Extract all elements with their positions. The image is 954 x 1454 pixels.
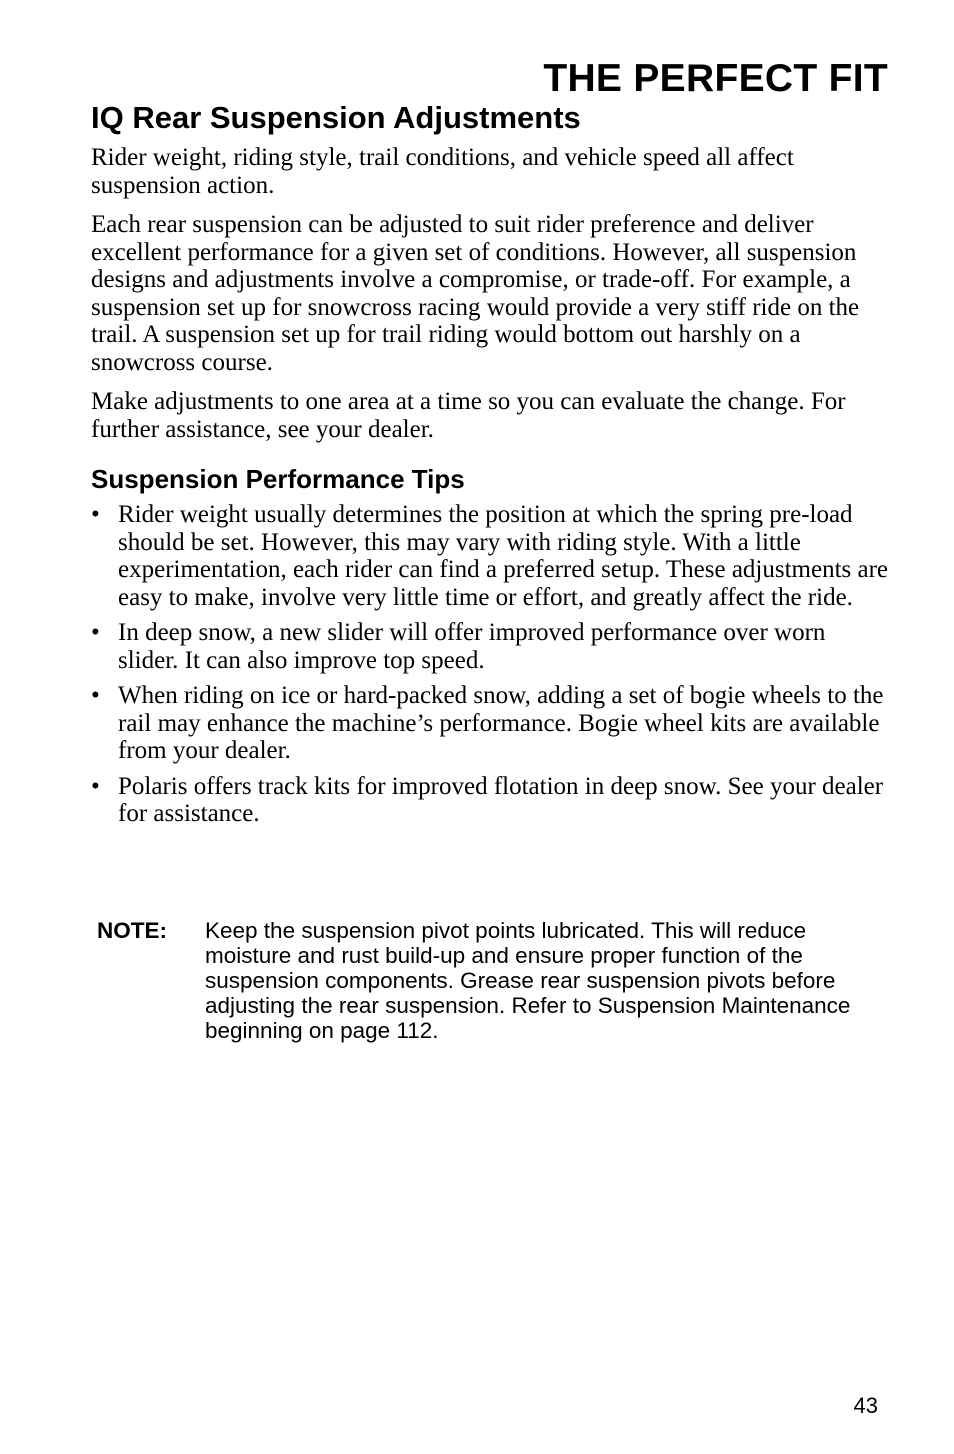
tip-text: Rider weight usually determines the position at which the spring pre-load should be set. However, this may vary with riding style. With a little experimentation, each rider can find a preferred setup. These adjustments are easy to make, involve very little time or effort, and greatly affect the ride. xyxy=(118,501,889,611)
tip-text: Polaris offers track kits for improved flotation in deep snow. See your dealer for assistance. xyxy=(118,772,884,827)
main-content xyxy=(91,98,891,836)
list-item xyxy=(91,619,891,674)
tip-text: When riding on ice or hard-packed snow, adding a set of bogie wheels to the rail may enhance the machine’s performance. Bogie wheel kits are available from your dealer. xyxy=(118,682,884,764)
tip-text: In deep snow, a new slider will offer improved performance over worn slider. It can also improve top speed. xyxy=(118,619,826,674)
page-number: 43 xyxy=(853,1393,878,1418)
body-paragraph-2: Each rear suspension can be adjusted to suit rider preference and deliver excellent performance for a given set of conditions. However, all suspension designs and adjustments involve a compromise, or trade-off. For example, a suspension set up for snowcross racing would provide a very stiff ride on the trail. A suspension set up for trail riding would bottom out harshly on a snowcross course. xyxy=(91,211,860,376)
chapter-title: THE PERFECT FIT xyxy=(543,57,888,100)
tips-list xyxy=(91,501,891,828)
bullet-icon: • xyxy=(91,501,100,528)
bullet-icon: • xyxy=(91,682,100,709)
bullet-icon: • xyxy=(91,772,100,800)
note-block xyxy=(97,918,897,1043)
bullet-icon: • xyxy=(91,619,100,646)
note-text: Keep the suspension pivot points lubricated. This will reduce moisture and rust build-up and ensure proper function of the suspension components. Grease rear suspension pivots before adjusting the rear suspension. Refer to Suspension Maintenance beginning on page 112. xyxy=(205,918,851,1043)
body-paragraph-3: Make adjustments to one area at a time so you can evaluate the change. For further assistance, see your dealer. xyxy=(91,388,846,443)
list-item xyxy=(91,773,891,828)
note-label: NOTE: xyxy=(97,918,167,943)
section-title: IQ Rear Suspension Adjustments xyxy=(91,100,581,135)
list-item xyxy=(91,501,891,611)
body-paragraph-1: Rider weight, riding style, trail conditions, and vehicle speed all affect suspension action. xyxy=(91,144,794,199)
list-item xyxy=(91,682,891,765)
tips-title: Suspension Performance Tips xyxy=(91,464,465,494)
